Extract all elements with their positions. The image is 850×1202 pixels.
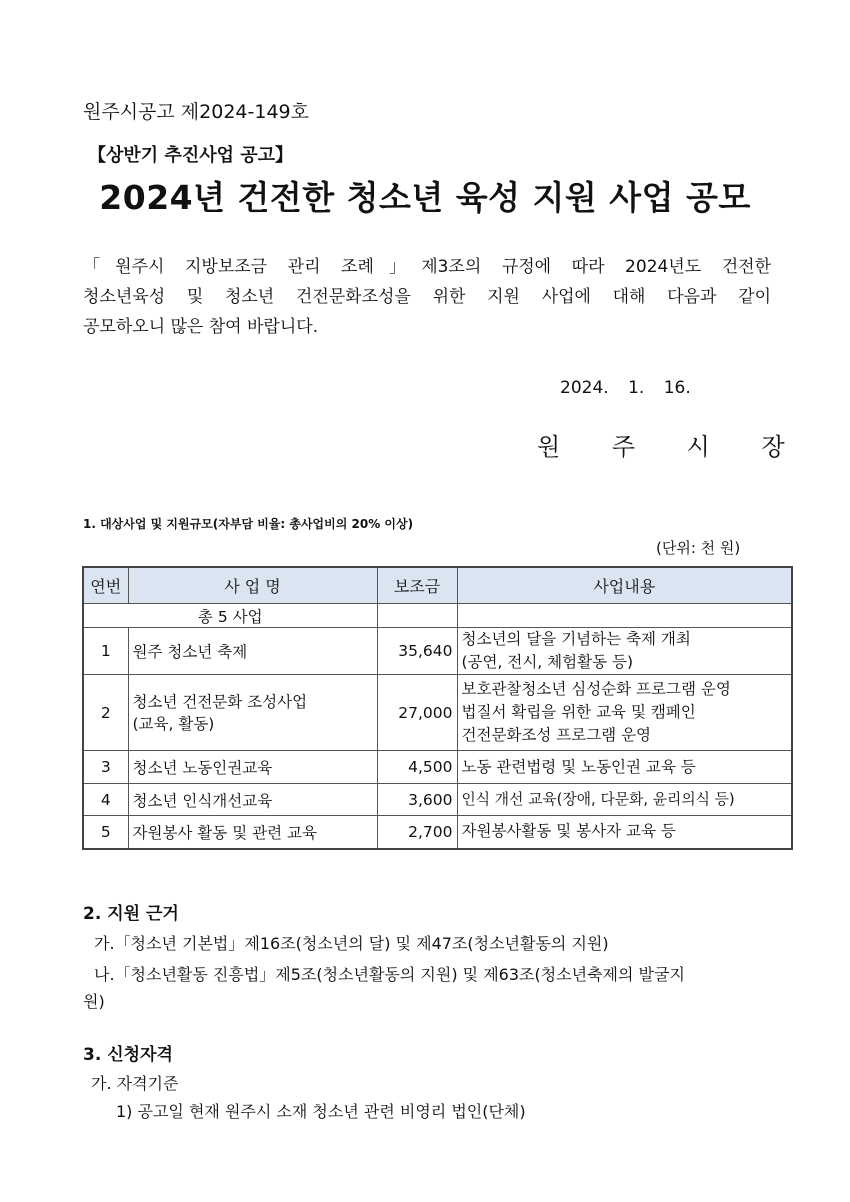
row-desc: 노동 관련법령 및 노동인권 교육 등 <box>457 751 792 784</box>
section2-title: 2. 지원 근거 <box>83 904 179 924</box>
row-name: 자원봉사 활동 및 관련 교육 <box>128 816 377 849</box>
row-no: 2 <box>83 675 128 751</box>
desc-line: (공연, 전시, 체험활동 등) <box>461 653 633 671</box>
total-desc <box>457 604 792 628</box>
notice-number: 원주시공고 제2024-149호 <box>83 101 309 123</box>
intro-paragraph <box>83 252 771 342</box>
row-no: 4 <box>83 784 128 816</box>
header-desc: 사업내용 <box>457 567 792 604</box>
row-amount: 4,500 <box>377 751 457 784</box>
row-desc: 자원봉사활동 및 봉사자 교육 등 <box>457 816 792 849</box>
project-table <box>82 566 793 850</box>
intro-line: 「원주시 지방보조금 관리 조례」제3조의 규정에 따라 2024년도 건전한 <box>83 257 771 277</box>
notice-date: 2024. 1. 16. <box>560 378 691 398</box>
row-amount: 3,600 <box>377 784 457 816</box>
table-row <box>83 628 792 675</box>
header-name: 사 업 명 <box>128 567 377 604</box>
desc-line: 건전문화조성 프로그램 운영 <box>461 726 652 744</box>
desc-line: 법질서 확립을 위한 교육 및 캠페인 <box>461 703 696 721</box>
desc-line: 청소년의 달을 기념하는 축제 개최 <box>461 630 691 648</box>
table-row <box>83 675 792 751</box>
row-no: 1 <box>83 628 128 675</box>
total-amount <box>377 604 457 628</box>
total-label: 총 5 사업 <box>83 604 377 628</box>
table-row <box>83 784 792 816</box>
table-header-row <box>83 567 792 604</box>
section2-item-ga: 가.「청소년 기본법」제16조(청소년의 달) 및 제47조(청소년활동의 지원) <box>94 934 609 953</box>
row-no: 5 <box>83 816 128 849</box>
intro-line: 공모하오니 많은 참여 바랍니다. <box>83 317 319 337</box>
row-name <box>128 675 377 751</box>
name-line: 청소년 건전문화 조성사업 <box>132 692 308 711</box>
table-row <box>83 751 792 784</box>
section3-title: 3. 신청자격 <box>83 1045 173 1065</box>
row-name: 청소년 인식개선교육 <box>128 784 377 816</box>
desc-line: 보호관찰청소년 심성순화 프로그램 운영 <box>461 680 731 698</box>
section2-item-na: 나.「청소년활동 진흥법」제5조(청소년활동의 지원) 및 제63조(청소년축제의 발굴지 <box>94 965 685 984</box>
issuer: 원 주 시 장 <box>537 433 807 461</box>
row-name: 원주 청소년 축제 <box>128 628 377 675</box>
name-line: (교육, 활동) <box>132 714 215 733</box>
section1-title: 1. 대상사업 및 지원규모(자부담 비율: 총사업비의 20% 이상) <box>83 517 414 531</box>
unit-label: (단위: 천 원) <box>656 539 741 557</box>
row-name: 청소년 노동인권교육 <box>128 751 377 784</box>
header-amount: 보조금 <box>377 567 457 604</box>
row-desc <box>457 675 792 751</box>
row-desc <box>457 628 792 675</box>
row-no: 3 <box>83 751 128 784</box>
page-title: 2024년 건전한 청소년 육성 지원 사업 공모 <box>99 178 751 217</box>
section3-item-1: 1) 공고일 현재 원주시 소재 청소년 관련 비영리 법인(단체) <box>116 1102 526 1121</box>
intro-line: 청소년육성 및 청소년 건전문화조성을 위한 지원 사업에 대해 다음과 같이 <box>83 287 771 307</box>
notice-subtitle: 【상반기 추진사업 공고】 <box>88 145 294 166</box>
table-total-row <box>83 604 792 628</box>
row-amount: 27,000 <box>377 675 457 751</box>
section3-subtitle: 가. 자격기준 <box>91 1074 179 1093</box>
row-desc: 인식 개선 교육(장애, 다문화, 윤리의식 등) <box>457 784 792 816</box>
row-amount: 35,640 <box>377 628 457 675</box>
row-amount: 2,700 <box>377 816 457 849</box>
section2-item-na-cont: 원) <box>83 992 105 1011</box>
table-row <box>83 816 792 849</box>
header-no: 연번 <box>83 567 128 604</box>
